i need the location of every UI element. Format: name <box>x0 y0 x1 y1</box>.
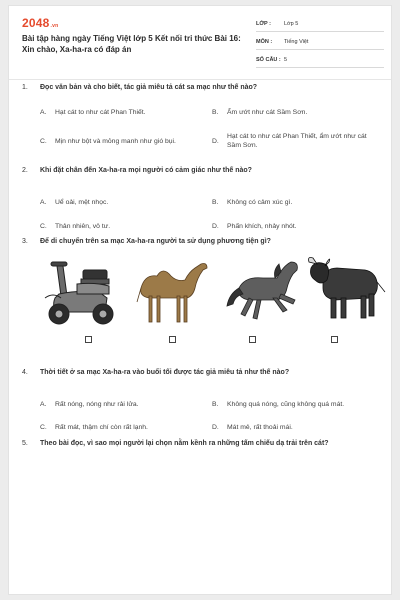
option-c[interactable]: C. Rất mát, thậm chí còn rất lạnh. <box>40 424 148 431</box>
option-c[interactable]: C. Thản nhiên, vô tư. <box>40 223 111 230</box>
meta-value: Tiếng Việt <box>284 38 309 45</box>
question-number: 5. <box>22 440 28 447</box>
option-a[interactable]: A. Rất nóng, nóng như rải lửa. <box>40 401 139 408</box>
question-text: Khi đặt chân đến Xa-ha-ra mọi người có cảm giác như thế nào? <box>40 167 252 174</box>
question-5 <box>22 439 382 449</box>
option-d[interactable]: D. Hạt cát to như cát Phan Thiết, ẩm ướt như cát Sầm Sơn. <box>212 133 367 149</box>
question-4 <box>22 368 382 431</box>
meta-label: MÔN : <box>256 38 273 45</box>
question-number: 4. <box>22 369 28 376</box>
option-b[interactable]: B. Ẩm ướt như cát Sầm Sơn. <box>212 109 308 116</box>
camel-image <box>129 254 215 334</box>
buffalo-image <box>305 254 391 334</box>
meta-value: Lớp 5 <box>284 20 299 27</box>
option-d[interactable]: D. Mát mẻ, rất thoải mái. <box>212 424 293 431</box>
worksheet-page <box>8 5 392 595</box>
camel-checkbox[interactable] <box>169 336 176 343</box>
question-3 <box>22 237 382 247</box>
question-1 <box>22 83 382 149</box>
logo-text: 2048 <box>22 16 50 30</box>
page-title: Bài tập hàng ngày Tiếng Việt lớp 5 Kết nối tri thức Bài 16: Xin chào, Xa-ha-ra có đáp án <box>22 34 241 54</box>
logo-suffix: .vn <box>50 23 59 29</box>
meta-value: 5 <box>284 56 288 63</box>
question-text: Thời tiết ở sa mạc Xa-ha-ra vào buổi tối được tác giả miêu tả như thế nào? <box>40 369 290 376</box>
scooter-image <box>37 254 123 334</box>
meta-label: SỐ CÂU : <box>256 56 281 63</box>
question-text: Đọc văn bản và cho biết, tác giả miêu tả cát sa mạc như thế nào? <box>40 84 258 91</box>
site-logo[interactable] <box>22 16 58 30</box>
horse-checkbox[interactable] <box>249 336 256 343</box>
buffalo-checkbox[interactable] <box>331 336 338 343</box>
meta-label: LỚP : <box>256 20 271 27</box>
option-b[interactable]: B. Không quá nóng, cũng không quá mát. <box>212 401 345 408</box>
option-c[interactable]: C. Mịn như bột và mỏng manh như gió bụi. <box>40 138 176 145</box>
option-b[interactable]: B. Không có cảm xúc gì. <box>212 199 293 206</box>
meta-info <box>256 16 384 70</box>
option-d[interactable]: D. Phấn khích, nhảy nhót. <box>212 223 297 230</box>
meta-row-grade <box>256 16 384 32</box>
question-number: 3. <box>22 238 28 245</box>
question-2 <box>22 166 382 230</box>
horse-image <box>223 254 309 334</box>
question-text: Theo bài đọc, vì sao mọi người lại chọn nằm kềnh ra những tấm chiếu dạ trải trên cát? <box>40 440 329 447</box>
option-a[interactable]: A. Uể oải, mệt nhọc. <box>40 199 109 206</box>
question-number: 1. <box>22 84 28 91</box>
meta-row-count <box>256 52 384 68</box>
scooter-checkbox[interactable] <box>85 336 92 343</box>
question-text: Để di chuyển trên sa mạc Xa-ha-ra người ta sử dụng phương tiện gì? <box>40 238 271 245</box>
worksheet-header <box>9 6 391 80</box>
option-a[interactable]: A. Hạt cát to như cát Phan Thiết. <box>40 109 146 116</box>
vehicle-images <box>37 254 377 344</box>
question-number: 2. <box>22 167 28 174</box>
meta-row-subject <box>256 34 384 50</box>
